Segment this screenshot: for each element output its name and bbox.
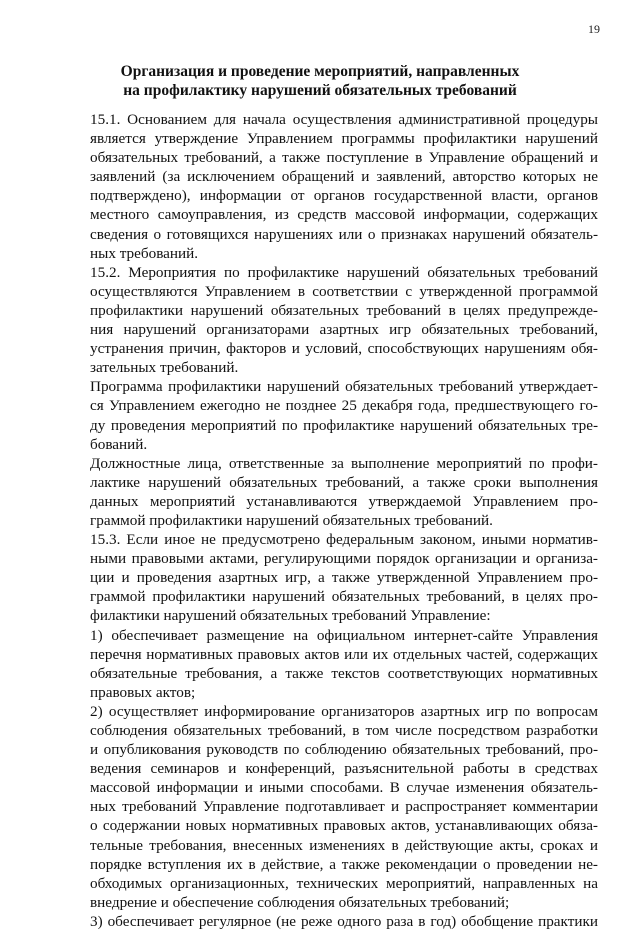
paragraph-line: ду проведения мероприятий по профилактике нарушений обязательных тре- [90,416,598,434]
paragraph-line: ции и проведения азартных игр, а также утвержденной Управлением про- [90,569,598,587]
paragraph-line: лактике нарушений обязательных требований, а также сроки выполнения [90,473,598,491]
paragraph-line: тельные требования, внесенных изменениях в действующие акты, сроках и [90,836,598,854]
paragraph-line: ных требований Управление подготавливает и распространяет комментарии [90,798,598,816]
paragraph-line: массовой информации и иными способами. В случае изменения обязатель- [90,779,598,797]
paragraph-line: порядке вступления их в действие, а также рекомендации о проведении не- [90,855,598,873]
paragraph-line: бований. [90,435,148,453]
paragraph [90,530,598,625]
paragraph-line: Программа профилактики нарушений обязательных требований утверждает- [90,378,598,396]
paragraph-line: осуществляются Управлением в соответствии с утвержденной программой [90,282,598,300]
section-title-line: Организация и проведение мероприятий, направленных [120,63,520,80]
paragraph [90,626,598,702]
paragraph-line: ся Управлением ежегодно не позднее 25 декабря года, предшествующего го- [90,397,598,415]
paragraph-line: правовых актов; [90,683,196,701]
paragraph-line: 3) обеспечивает регулярное (не реже одного раза в год) обобщение практики [90,912,598,930]
paragraph [90,110,598,263]
page-number: 19 [588,22,600,36]
paragraph-line: данных мероприятий устанавливаются утверждаемой Управлением про- [90,492,598,510]
paragraph-line: подтверждено), информации от органов государственной власти, органов [90,187,598,205]
paragraph [90,263,598,378]
paragraph-line: ных требований. [90,244,199,262]
paragraph-line: соблюдения обязательных требований, в том числе посредством разработки [90,722,598,739]
paragraph-line: профилактики нарушений обязательных требований в целях предупрежде- [90,301,598,319]
paragraph-line: заявлений (за исключением обращений и заявлений, авторство которых не [90,168,598,186]
paragraph-line: сведения о готовящихся нарушениях или о признаках нарушений обязатель- [90,225,598,243]
paragraph-line: 2) осуществляет информирование организаторов азартных игр по вопросам [90,702,598,720]
paragraph [90,454,598,530]
paragraph-line: внедрение и обеспечение соблюдения обязательных требований; [90,893,510,911]
paragraph [90,912,598,931]
paragraph-line: граммой профилактики нарушений обязательных требований, в целях про- [90,588,598,606]
paragraph [90,377,598,453]
paragraph-line: ния нарушений организаторами азартных игр обязательных требований, [90,321,598,339]
paragraph-line: граммой профилактики нарушений обязательных требований. [90,511,493,529]
paragraph-line: зательных требований. [90,359,239,377]
paragraph-line: обязательные требования, а также текстов соответствующих нормативных [90,664,598,682]
section-title-line: на профилактику нарушений обязательных требований [123,82,517,99]
paragraph-line: 1) обеспечивает размещение на официальном интернет-сайте Управления [90,626,598,644]
paragraph [90,702,598,912]
paragraph-line: является утверждение Управлением программы профилактики нарушений [90,130,598,148]
paragraph-line: и опубликования руководств по соблюдению обязательных требований, про- [90,741,598,759]
paragraph-line: 15.3. Если иное не предусмотрено федеральным законом, иными норматив- [90,531,598,549]
paragraph-line: ведения семинаров и конференций, разъяснительной работы в средствах [90,760,598,778]
paragraph-line: о содержании новых нормативных правовых актов, устанавливающих обяза- [90,817,598,835]
body-text [90,110,598,931]
paragraph-line: ными правовыми актами, регулирующими порядок организации и организа- [90,550,598,568]
paragraph-line: обязательных требований, а также поступление в Управление обращений и [90,149,598,167]
paragraph-line: филактики нарушений обязательных требований Управление: [90,607,491,625]
paragraph-line: 15.1. Основанием для начала осуществления административной процедуры [90,111,598,128]
paragraph-line: устранения причин, факторов и условий, способствующих нарушениям обя- [90,340,598,358]
paragraph-line: Должностные лица, ответственные за выполнение мероприятий по профи- [90,454,598,472]
section-title [90,62,550,100]
paragraph-line: обходимых организационных, технических мероприятий, направленных на [90,874,598,892]
paragraph-line: перечня нормативных правовых актов или их отдельных частей, содержащих [90,645,598,663]
paragraph-line: 15.2. Мероприятия по профилактике нарушений обязательных требований [90,263,598,281]
paragraph-line: местного самоуправления, из средств массовой информации, содержащих [90,206,598,224]
